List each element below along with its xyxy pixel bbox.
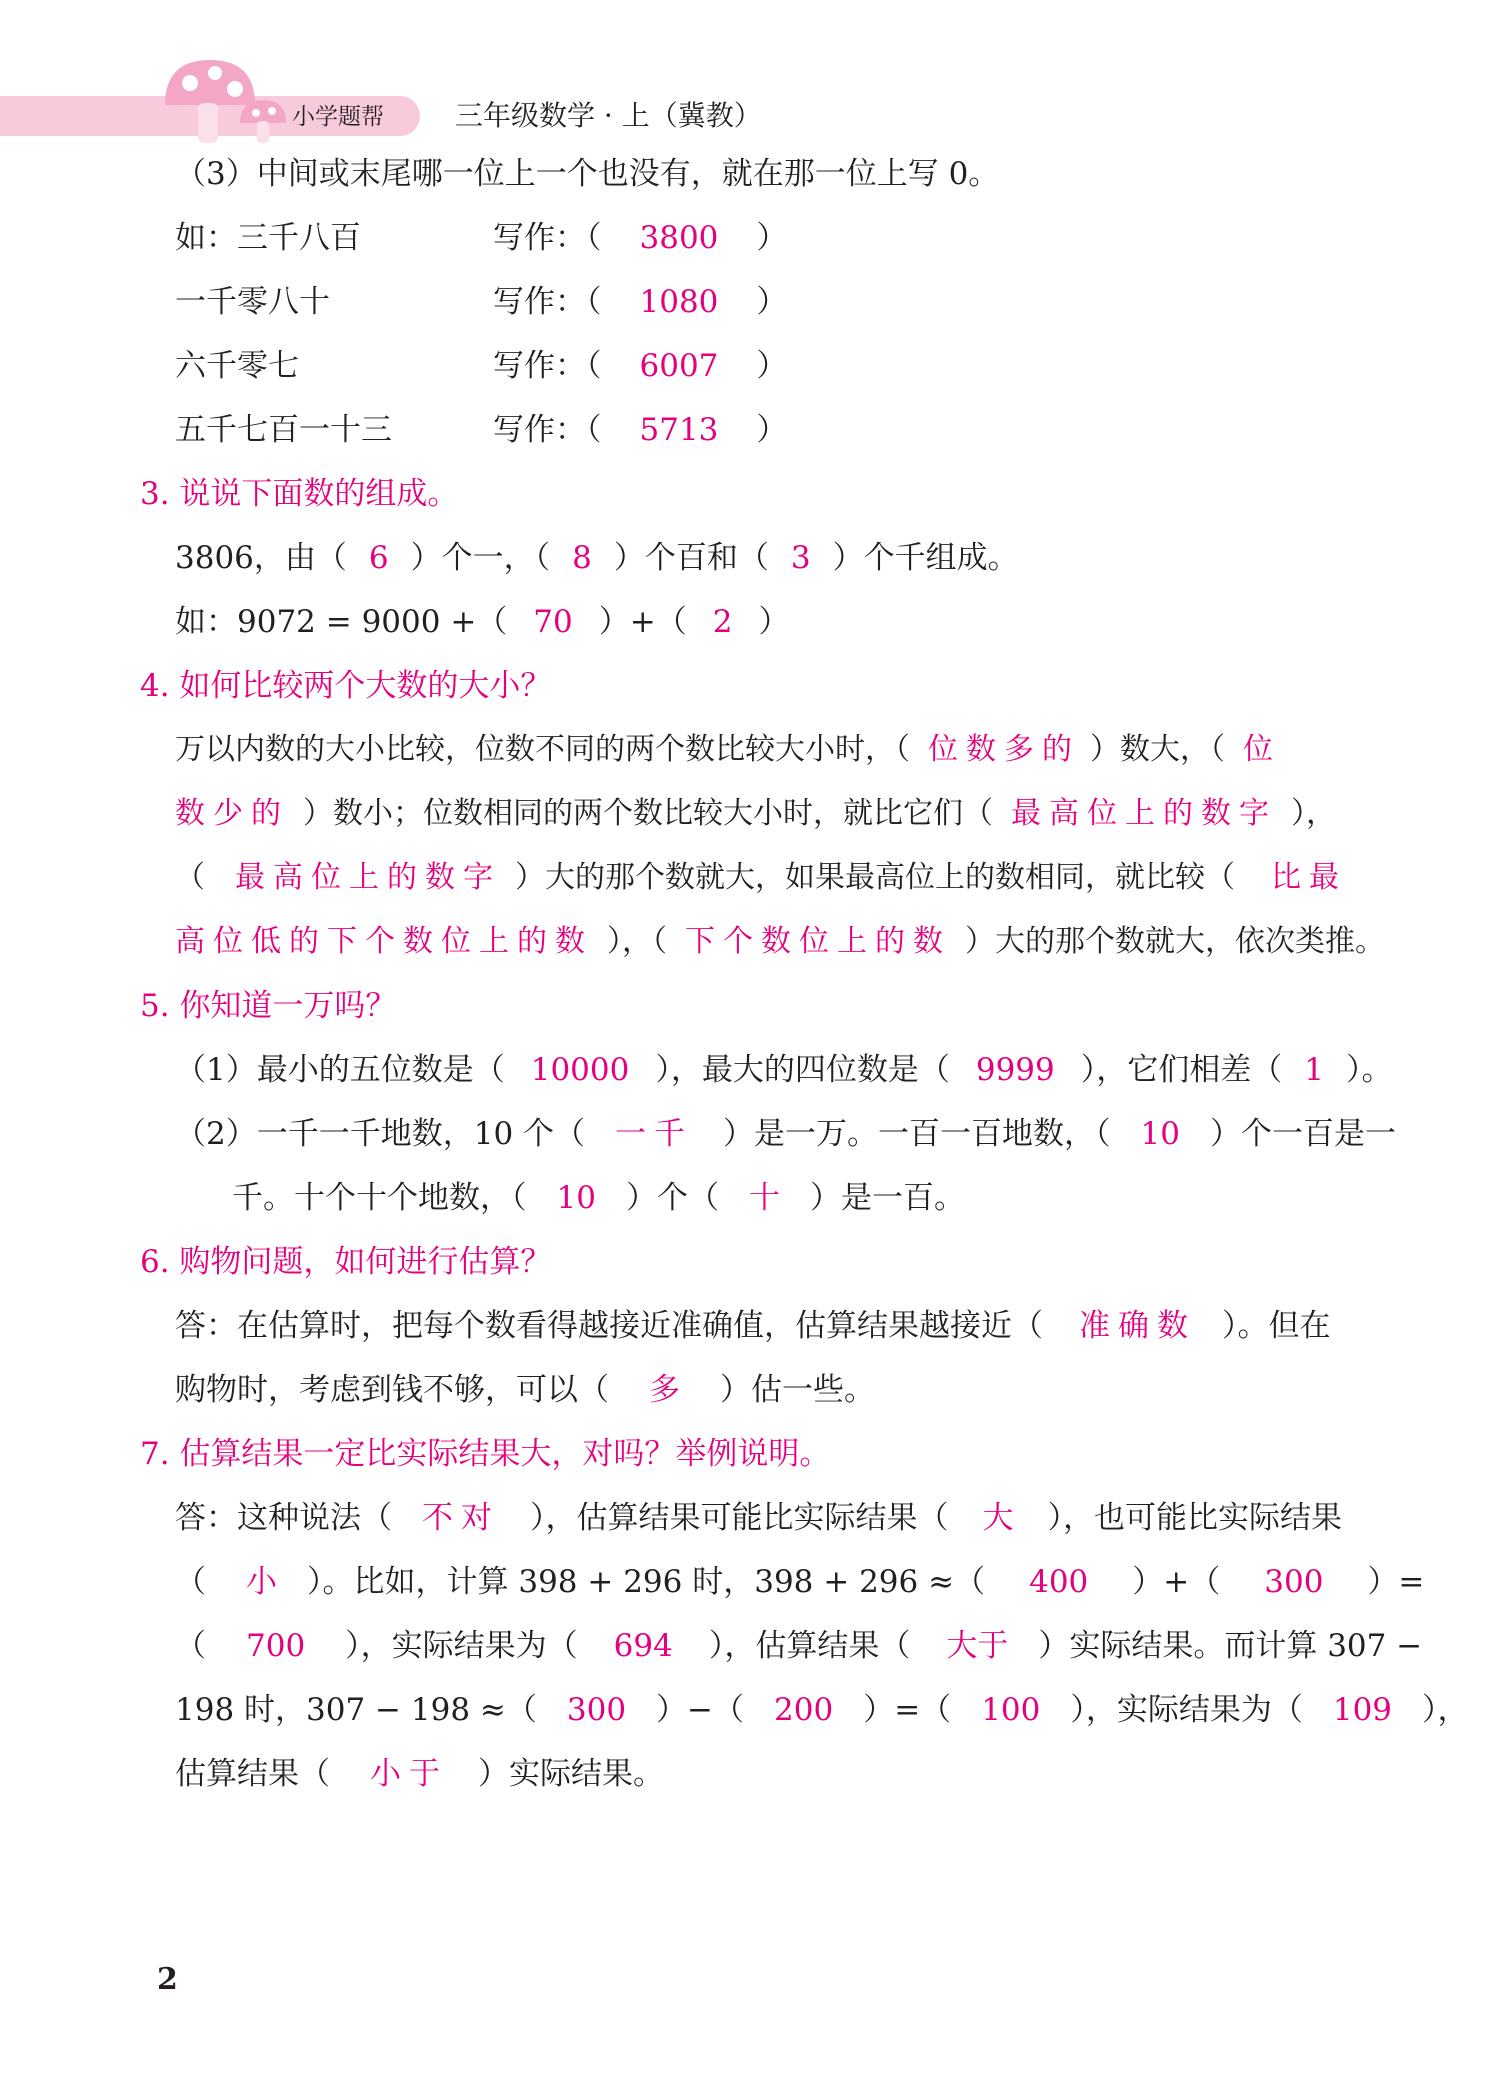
q4-line-4: 高位低的下个数位上的数 ），（ 下个数位上的数 ）大的那个数就大，依次类推。 bbox=[175, 924, 1385, 959]
q7-line-4: 198 时，307 − 198 ≈（ 300 ）−（ 200 ）=（ 100 ），实际结果为（ 109 ）， bbox=[175, 1692, 1469, 1728]
example-row: 六千零七 写作：（ 6007 ） bbox=[175, 348, 788, 384]
answer-blank: 6007 bbox=[639, 348, 719, 384]
q5-line-1: （1）最小的五位数是（ 10000 ），最大的四位数是（ 9999 ），它们相差（ 1 ）。 bbox=[175, 1052, 1393, 1088]
brand-name: 小学题帮 bbox=[292, 104, 384, 130]
q4-line-3: （ 最高位上的数字 ）大的那个数就大，如果最高位上的数相同，就比较（ 比最 bbox=[175, 860, 1347, 895]
example-row: 五千七百一十三 写作：（ 5713 ） bbox=[175, 412, 788, 448]
q6-line-1: 答：在估算时，把每个数看得越接近准确值，估算结果越接近（ 准确数 ）。但在 bbox=[175, 1308, 1331, 1344]
q7-line-3: （ 700 ），实际结果为（ 694 ），估算结果（ 大于 ）实际结果。而计算 307 − bbox=[175, 1628, 1423, 1664]
example-row: 一千零八十 写作：（ 1080 ） bbox=[175, 284, 788, 320]
question-5-title: 5. 你知道一万吗？ bbox=[140, 988, 397, 1024]
q6-line-2: 购物时，考虑到钱不够，可以（ 多 ）估一些。 bbox=[175, 1372, 875, 1408]
book-title: 三年级数学 · 上（冀教） bbox=[455, 99, 762, 132]
rule-3: （3）中间或末尾哪一位上一个也没有，就在那一位上写 0。 bbox=[175, 156, 1000, 192]
question-4-title: 4. 如何比较两个大数的大小？ bbox=[140, 668, 552, 704]
answer-blank: 3800 bbox=[639, 220, 719, 256]
q7-line-5: 估算结果（ 小于 ）实际结果。 bbox=[175, 1756, 664, 1792]
q3-line-1: 3806，由（ 6 ）个一，（ 8 ）个百和（ 3 ）个千组成。 bbox=[175, 540, 1019, 576]
answer-blank: 1080 bbox=[639, 284, 719, 320]
q4-line-2: 数少的 ）数小；位数相同的两个数比较大小时，就比它们（ 最高位上的数字 ）， bbox=[175, 796, 1336, 831]
q7-line-2: （ 小 ）。比如，计算 398 + 296 时，398 + 296 ≈（ 400 ）+（ 300 ）= bbox=[175, 1564, 1425, 1600]
q3-line-2: 如：9072 = 9000 +（ 70 ）+（ 2 ） bbox=[175, 604, 790, 640]
question-7-title: 7. 估算结果一定比实际结果大，对吗？举例说明。 bbox=[140, 1436, 831, 1472]
q5-line-2: （2）一千一千地数，10 个（ 一千 ）是一万。一百一百地数，（ 10 ）个一百是一 bbox=[175, 1116, 1396, 1152]
q7-line-1: 答：这种说法（ 不对 ），估算结果可能比实际结果（ 大 ），也可能比实际结果 bbox=[175, 1500, 1342, 1536]
question-3-title: 3. 说说下面数的组成。 bbox=[140, 476, 459, 512]
answer-blank: 5713 bbox=[639, 412, 719, 448]
mushroom-logo-icon bbox=[160, 55, 300, 150]
q5-line-3: 千。十个十个地数，（ 10 ）个（ 十 ）是一百。 bbox=[232, 1180, 965, 1216]
question-6-title: 6. 购物问题，如何进行估算？ bbox=[140, 1244, 552, 1280]
q4-line-1: 万以内数的大小比较，位数不同的两个数比较大小时，（ 位数多的 ）数大，（ 位 bbox=[175, 732, 1281, 767]
page-number: 2 bbox=[157, 1962, 178, 1997]
example-row: 如：三千八百 写作：（ 3800 ） bbox=[175, 220, 788, 256]
